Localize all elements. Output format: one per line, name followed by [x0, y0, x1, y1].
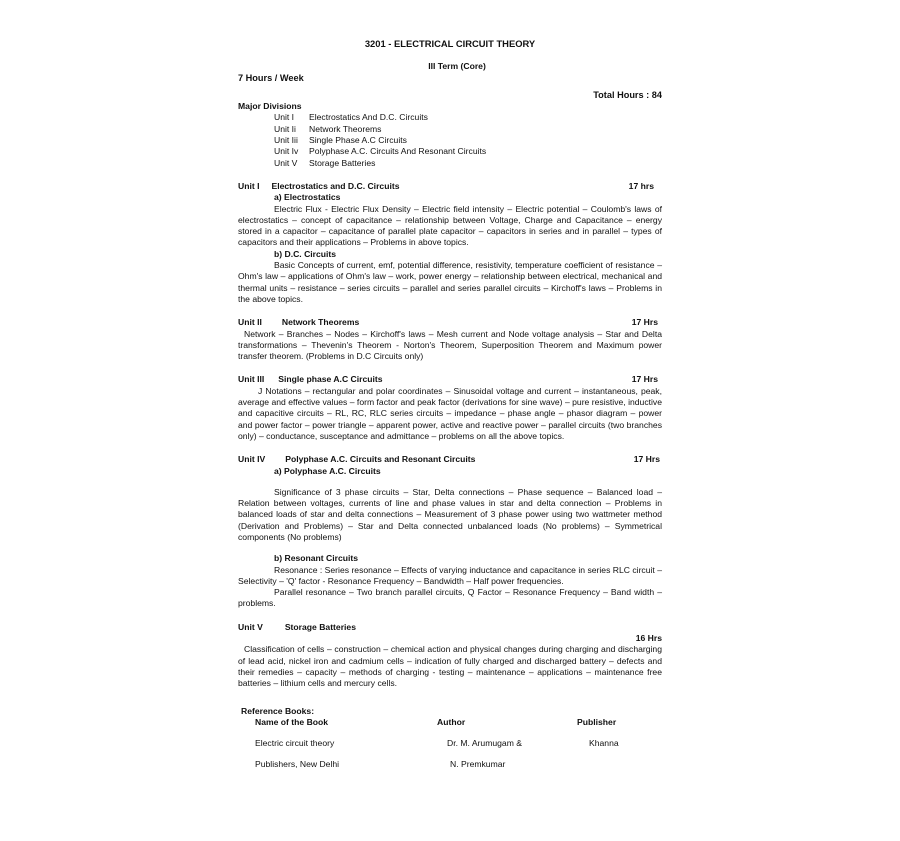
unit5-heading: Unit V Storage Batteries [238, 621, 356, 632]
unit4-a-text: Significance of 3 phase circuits – Star, Delta connections – Phase sequence – Balanced load – Relation between voltages, currents of line and phase values in star and delta connection – Problems in balanced loads of star and delta connections – Measurement of 3 phase power using two wattmeter method (Derivation and Problems) – Star and Delta connected unbalanced loads (No problems) – Symmetrical components (No problems) [238, 486, 662, 542]
term-label: III Term (Core) [428, 61, 486, 72]
unit1-b-text: Basic Concepts of current, emf, potential difference, resistivity, temperature coefficient of resistance – Ohm's law – applications of Ohm's law – work, power energy – relationship between electrical, mechanical and thermal units – resistance – series circuits – parallel and series parallel circuits – Kirchoff's laws – Problems in the above topics. [238, 260, 662, 304]
unit5-text: Classification of cells – construction – chemical action and physical changes during charging and discharging of lead acid, nickel iron and cadmium cells – indication of fully charged and discharged battery – defects and their remedies – capacity – methods of charging - testing – maintenance – applications – maintenance free batteries – lithium cells and mercury cells. [238, 644, 662, 689]
list-item: Unit Iv Polyphase A.C. Circuits And Resonant Circuits [274, 146, 487, 157]
unit1-b-title: b) D.C. Circuits [274, 248, 337, 259]
list-item: Unit V Storage Batteries [274, 157, 376, 168]
unit1-a-text: Electric Flux - Electric Flux Density – Electric field intensity – Electric potential – Coulomb's laws of electrostatics – concept of capacitance – relationship between Voltage, Charge and Capacitance – energy stored in a capacitor – capacitance of parallel plate capacitor – capacitors in series and in parallel – types of capacitors and their applications – Problems in above topics. [238, 203, 662, 248]
list-item: Unit Ii Network Theorems [274, 123, 382, 134]
major-divisions-list [238, 112, 662, 168]
unit4-a-title: a) Polyphase A.C. Circuits [274, 465, 381, 476]
unit2-text: Network – Branches – Nodes – Kirchoff's laws – Mesh current and Node voltage analysis – Star and Delta transformations – Thevenin's Theorem - Norton's Theorem, Superposition Theorem and Maximum power transfer theorem. (Problems in D.C Circuits only) [238, 328, 662, 362]
unit5-hours: 16 Hrs [635, 633, 662, 644]
unit4-heading: Unit IV Polyphase A.C. Circuits and Resonant Circuits 17 Hrs [238, 454, 660, 465]
list-item: Unit Iii Single Phase A.C Circuits [274, 135, 407, 146]
reference-books [238, 706, 662, 771]
unit1-a-title: a) Electrostatics [274, 192, 341, 203]
reference-books-heading: Reference Books: [241, 705, 315, 716]
document-title: 3201 - ELECTRICAL CIRCUIT THEORY [364, 38, 536, 49]
major-divisions-heading: Major Divisions [238, 101, 302, 112]
list-item: Unit I Electrostatics And D.C. Circuits [274, 112, 428, 123]
unit2-heading: Unit II Network Theorems 17 Hrs [238, 317, 658, 328]
unit4-b-text2: Parallel resonance – Two branch parallel circuits, Q Factor – Resonance Frequency – Band width – problems. [238, 587, 662, 609]
unit4-b-title: b) Resonant Circuits [274, 553, 359, 564]
unit3-heading: Unit III Single phase A.C Circuits 17 Hrs [238, 374, 658, 385]
hours-per-week: 7 Hours / Week [238, 72, 304, 83]
reference-table-header: Name of the Book Author Publisher [255, 716, 617, 727]
table-row: Electric circuit theory Dr. M. Arumugam & Khanna [255, 738, 619, 749]
unit3-text: J Notations – rectangular and polar coordinates – Sinusoidal voltage and current – instantaneous, peak, average and effective values – form factor and peak factor (derivations for sine wave) – pure resistive, inductive and capacitive circuits – RL, RC, RLC series circuits – impedance – phase angle – phasor diagram – power and power factor – power triangle – apparent power, active and reactive power – parallel circuits (two branches only) – conductance, susceptance and admittance – problems on all the above topics. [238, 385, 662, 441]
table-row: Publishers, New Delhi N. Premkumar [255, 759, 506, 770]
unit1-heading: Unit I Electrostatics and D.C. Circuits 17 hrs [238, 180, 654, 191]
syllabus-document [238, 38, 662, 771]
unit4-b-text1: Resonance : Series resonance – Effects of varying inductance and capacitance in series RLC circuit – Selectivity – 'Q' factor - Resonance Frequency – Bandwidth – Half power frequencies. [238, 564, 662, 586]
total-hours: Total Hours : 84 [593, 89, 662, 100]
